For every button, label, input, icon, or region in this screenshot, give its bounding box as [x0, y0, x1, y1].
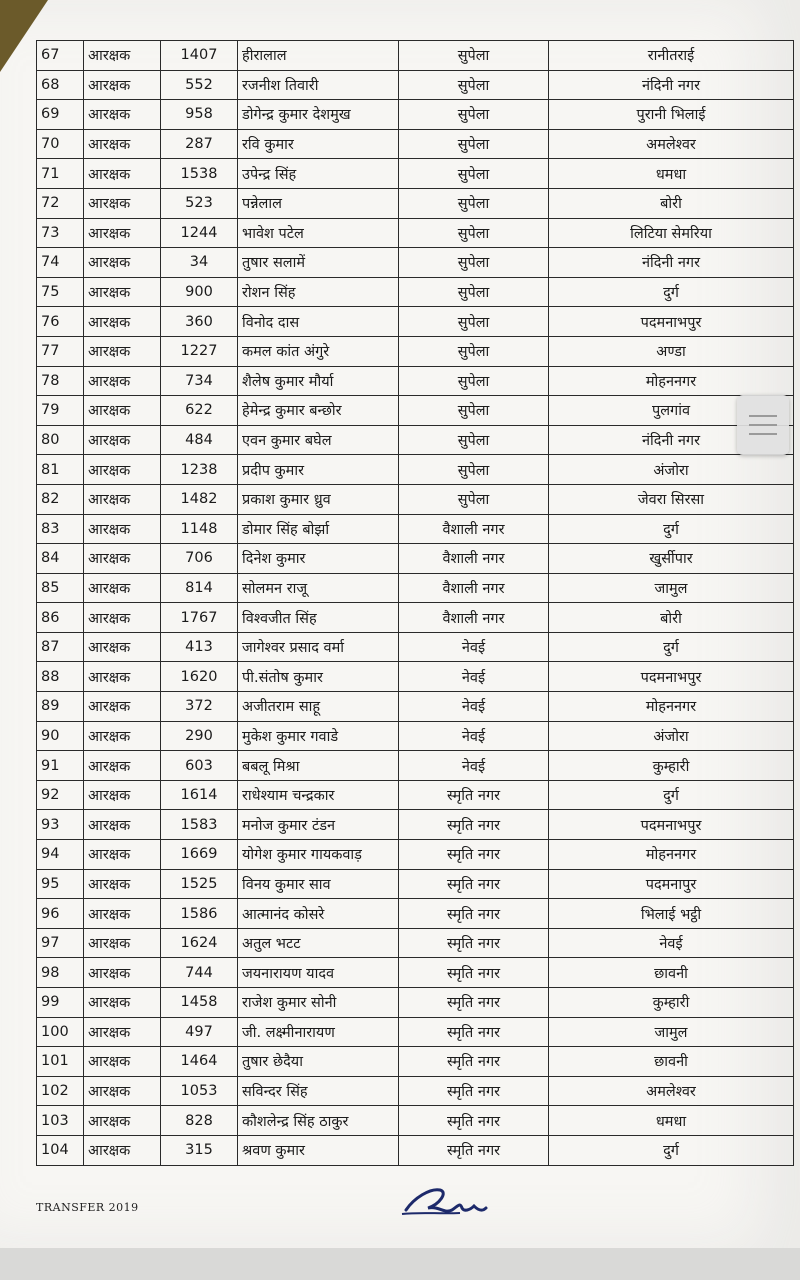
serial-number-cell: 77	[37, 336, 84, 366]
serial-number-cell: 67	[37, 41, 84, 71]
new-posting-cell: कुम्हारी	[549, 751, 794, 781]
rank-cell: आरक्षक	[84, 336, 161, 366]
new-posting-cell: जेवरा सिरसा	[549, 484, 794, 514]
rank-cell: आरक्षक	[84, 277, 161, 307]
employee-name-cell: योगेश कुमार गायकवाड़	[238, 840, 399, 870]
hamburger-icon-line	[749, 424, 777, 426]
table-row	[37, 1106, 794, 1136]
serial-number-cell: 98	[37, 958, 84, 988]
current-posting-cell: स्मृति नगर	[399, 810, 549, 840]
table-row	[37, 277, 794, 307]
rank-cell: आरक्षक	[84, 100, 161, 130]
table-row	[37, 396, 794, 426]
new-posting-cell: छावनी	[549, 1047, 794, 1077]
employee-name-cell: राजेश कुमार सोनी	[238, 988, 399, 1018]
badge-number-cell: 734	[161, 366, 238, 396]
new-posting-cell: मोहननगर	[549, 692, 794, 722]
current-posting-cell: सुपेला	[399, 396, 549, 426]
rank-cell: आरक्षक	[84, 188, 161, 218]
serial-number-cell: 76	[37, 307, 84, 337]
employee-name-cell: प्रकाश कुमार ध्रुव	[238, 484, 399, 514]
table-row	[37, 366, 794, 396]
serial-number-cell: 88	[37, 662, 84, 692]
new-posting-cell: पुलगांव	[549, 396, 794, 426]
badge-number-cell: 552	[161, 70, 238, 100]
new-posting-cell: पदमनाभपुर	[549, 307, 794, 337]
transfer-table	[36, 40, 794, 1166]
table-row	[37, 751, 794, 781]
rank-cell: आरक्षक	[84, 632, 161, 662]
rank-cell: आरक्षक	[84, 692, 161, 722]
current-posting-cell: वैशाली नगर	[399, 603, 549, 633]
rank-cell: आरक्षक	[84, 1135, 161, 1165]
serial-number-cell: 89	[37, 692, 84, 722]
serial-number-cell: 103	[37, 1106, 84, 1136]
employee-name-cell: विश्वजीत सिंह	[238, 603, 399, 633]
new-posting-cell: धमधा	[549, 1106, 794, 1136]
current-posting-cell: स्मृति नगर	[399, 1047, 549, 1077]
current-posting-cell: वैशाली नगर	[399, 573, 549, 603]
badge-number-cell: 1244	[161, 218, 238, 248]
serial-number-cell: 86	[37, 603, 84, 633]
rank-cell: आरक्षक	[84, 840, 161, 870]
new-posting-cell: बोरी	[549, 603, 794, 633]
badge-number-cell: 523	[161, 188, 238, 218]
serial-number-cell: 97	[37, 928, 84, 958]
new-posting-cell: रानीतराई	[549, 41, 794, 71]
new-posting-cell: नंदिनी नगर	[549, 425, 794, 455]
rank-cell: आरक्षक	[84, 751, 161, 781]
current-posting-cell: स्मृति नगर	[399, 780, 549, 810]
rank-cell: आरक्षक	[84, 1047, 161, 1077]
footer-label: TRANSFER 2019	[36, 1201, 139, 1214]
menu-hamburger-button[interactable]	[737, 395, 789, 455]
serial-number-cell: 93	[37, 810, 84, 840]
current-posting-cell: स्मृति नगर	[399, 869, 549, 899]
current-posting-cell: सुपेला	[399, 41, 549, 71]
current-posting-cell: सुपेला	[399, 188, 549, 218]
employee-name-cell: रवि कुमार	[238, 129, 399, 159]
badge-number-cell: 1525	[161, 869, 238, 899]
table-row	[37, 1135, 794, 1165]
signature-mark	[400, 1180, 490, 1224]
new-posting-cell: दुर्ग	[549, 1135, 794, 1165]
rank-cell: आरक्षक	[84, 544, 161, 574]
table-row	[37, 780, 794, 810]
employee-name-cell: डोगेन्द्र कुमार देशमुख	[238, 100, 399, 130]
new-posting-cell: अमलेश्वर	[549, 129, 794, 159]
employee-name-cell: हेमेन्द्र कुमार बन्छोर	[238, 396, 399, 426]
badge-number-cell: 315	[161, 1135, 238, 1165]
new-posting-cell: मोहननगर	[549, 366, 794, 396]
serial-number-cell: 69	[37, 100, 84, 130]
badge-number-cell: 1669	[161, 840, 238, 870]
table-row	[37, 336, 794, 366]
serial-number-cell: 100	[37, 1017, 84, 1047]
employee-name-cell: एवन कुमार बघेल	[238, 425, 399, 455]
employee-name-cell: बबलू मिश्रा	[238, 751, 399, 781]
employee-name-cell: जी. लक्ष्मीनारायण	[238, 1017, 399, 1047]
current-posting-cell: स्मृति नगर	[399, 958, 549, 988]
current-posting-cell: स्मृति नगर	[399, 928, 549, 958]
employee-name-cell: विनय कुमार साव	[238, 869, 399, 899]
current-posting-cell: स्मृति नगर	[399, 1135, 549, 1165]
table-row	[37, 188, 794, 218]
employee-name-cell: पी.संतोष कुमार	[238, 662, 399, 692]
serial-number-cell: 95	[37, 869, 84, 899]
badge-number-cell: 1238	[161, 455, 238, 485]
table-row	[37, 425, 794, 455]
employee-name-cell: पन्नेलाल	[238, 188, 399, 218]
badge-number-cell: 1538	[161, 159, 238, 189]
serial-number-cell: 85	[37, 573, 84, 603]
table-row	[37, 1017, 794, 1047]
table-row	[37, 307, 794, 337]
table-row	[37, 455, 794, 485]
table-row	[37, 100, 794, 130]
employee-name-cell: कौशलेन्द्र सिंह ठाकुर	[238, 1106, 399, 1136]
rank-cell: आरक्षक	[84, 928, 161, 958]
serial-number-cell: 72	[37, 188, 84, 218]
rank-cell: आरक्षक	[84, 721, 161, 751]
new-posting-cell: दुर्ग	[549, 277, 794, 307]
new-posting-cell: खुर्सीपार	[549, 544, 794, 574]
rank-cell: आरक्षक	[84, 573, 161, 603]
table-row	[37, 41, 794, 71]
employee-name-cell: श्रवण कुमार	[238, 1135, 399, 1165]
new-posting-cell: पदमनाभपुर	[549, 810, 794, 840]
current-posting-cell: वैशाली नगर	[399, 514, 549, 544]
new-posting-cell: पदमनाभपुर	[549, 662, 794, 692]
rank-cell: आरक्षक	[84, 70, 161, 100]
employee-name-cell: हीरालाल	[238, 41, 399, 71]
table-row	[37, 484, 794, 514]
employee-name-cell: भावेश पटेल	[238, 218, 399, 248]
badge-number-cell: 1482	[161, 484, 238, 514]
rank-cell: आरक्षक	[84, 899, 161, 929]
badge-number-cell: 34	[161, 248, 238, 278]
badge-number-cell: 1464	[161, 1047, 238, 1077]
employee-name-cell: अतुल भटट	[238, 928, 399, 958]
new-posting-cell: लिटिया सेमरिया	[549, 218, 794, 248]
current-posting-cell: सुपेला	[399, 484, 549, 514]
table-row	[37, 899, 794, 929]
employee-name-cell: आत्मानंद कोसरे	[238, 899, 399, 929]
employee-name-cell: अजीतराम साहू	[238, 692, 399, 722]
rank-cell: आरक्षक	[84, 455, 161, 485]
serial-number-cell: 79	[37, 396, 84, 426]
new-posting-cell: दुर्ग	[549, 780, 794, 810]
new-posting-cell: नेवई	[549, 928, 794, 958]
employee-name-cell: तुषार छेदैया	[238, 1047, 399, 1077]
current-posting-cell: नेवई	[399, 751, 549, 781]
badge-number-cell: 484	[161, 425, 238, 455]
serial-number-cell: 73	[37, 218, 84, 248]
rank-cell: आरक्षक	[84, 662, 161, 692]
serial-number-cell: 90	[37, 721, 84, 751]
employee-name-cell: मुकेश कुमार गवाडे	[238, 721, 399, 751]
badge-number-cell: 603	[161, 751, 238, 781]
badge-number-cell: 1767	[161, 603, 238, 633]
rank-cell: आरक्षक	[84, 425, 161, 455]
current-posting-cell: सुपेला	[399, 70, 549, 100]
current-posting-cell: नेवई	[399, 632, 549, 662]
badge-number-cell: 1227	[161, 336, 238, 366]
current-posting-cell: वैशाली नगर	[399, 544, 549, 574]
employee-name-cell: जयनारायण यादव	[238, 958, 399, 988]
current-posting-cell: नेवई	[399, 662, 549, 692]
employee-name-cell: उपेन्द्र सिंह	[238, 159, 399, 189]
current-posting-cell: सुपेला	[399, 159, 549, 189]
badge-number-cell: 706	[161, 544, 238, 574]
badge-number-cell: 1624	[161, 928, 238, 958]
table-row	[37, 988, 794, 1018]
serial-number-cell: 104	[37, 1135, 84, 1165]
serial-number-cell: 75	[37, 277, 84, 307]
table-row	[37, 1047, 794, 1077]
current-posting-cell: स्मृति नगर	[399, 1106, 549, 1136]
serial-number-cell: 91	[37, 751, 84, 781]
badge-number-cell: 1458	[161, 988, 238, 1018]
badge-number-cell: 958	[161, 100, 238, 130]
employee-name-cell: विनोद दास	[238, 307, 399, 337]
current-posting-cell: नेवई	[399, 692, 549, 722]
rank-cell: आरक्षक	[84, 514, 161, 544]
new-posting-cell: धमधा	[549, 159, 794, 189]
badge-number-cell: 814	[161, 573, 238, 603]
table-row	[37, 70, 794, 100]
table-row	[37, 159, 794, 189]
badge-number-cell: 360	[161, 307, 238, 337]
serial-number-cell: 78	[37, 366, 84, 396]
current-posting-cell: स्मृति नगर	[399, 899, 549, 929]
employee-name-cell: डोमार सिंह बोर्झा	[238, 514, 399, 544]
table-row	[37, 514, 794, 544]
employee-name-cell: कमल कांत अंगुरे	[238, 336, 399, 366]
table-row	[37, 248, 794, 278]
serial-number-cell: 68	[37, 70, 84, 100]
badge-number-cell: 744	[161, 958, 238, 988]
bottom-bar	[0, 1248, 800, 1280]
serial-number-cell: 92	[37, 780, 84, 810]
serial-number-cell: 82	[37, 484, 84, 514]
new-posting-cell: कुम्हारी	[549, 988, 794, 1018]
serial-number-cell: 70	[37, 129, 84, 159]
serial-number-cell: 74	[37, 248, 84, 278]
current-posting-cell: सुपेला	[399, 100, 549, 130]
badge-number-cell: 1614	[161, 780, 238, 810]
transfer-table-body	[37, 41, 794, 1166]
rank-cell: आरक्षक	[84, 248, 161, 278]
serial-number-cell: 81	[37, 455, 84, 485]
new-posting-cell: भिलाई भट्ठी	[549, 899, 794, 929]
employee-name-cell: रोशन सिंह	[238, 277, 399, 307]
table-row	[37, 869, 794, 899]
new-posting-cell: दुर्ग	[549, 514, 794, 544]
table-row	[37, 958, 794, 988]
table-row	[37, 810, 794, 840]
badge-number-cell: 1148	[161, 514, 238, 544]
table-row	[37, 928, 794, 958]
table-row	[37, 721, 794, 751]
table-row	[37, 1076, 794, 1106]
badge-number-cell: 1583	[161, 810, 238, 840]
rank-cell: आरक्षक	[84, 603, 161, 633]
employee-name-cell: तुषार सलामें	[238, 248, 399, 278]
current-posting-cell: सुपेला	[399, 307, 549, 337]
rank-cell: आरक्षक	[84, 129, 161, 159]
rank-cell: आरक्षक	[84, 869, 161, 899]
new-posting-cell: नंदिनी नगर	[549, 70, 794, 100]
rank-cell: आरक्षक	[84, 780, 161, 810]
new-posting-cell: जामुल	[549, 573, 794, 603]
rank-cell: आरक्षक	[84, 484, 161, 514]
current-posting-cell: स्मृति नगर	[399, 988, 549, 1018]
table-row	[37, 603, 794, 633]
serial-number-cell: 96	[37, 899, 84, 929]
rank-cell: आरक्षक	[84, 1017, 161, 1047]
rank-cell: आरक्षक	[84, 988, 161, 1018]
employee-name-cell: राधेश्याम चन्द्रकार	[238, 780, 399, 810]
serial-number-cell: 83	[37, 514, 84, 544]
table-row	[37, 573, 794, 603]
badge-number-cell: 1407	[161, 41, 238, 71]
rank-cell: आरक्षक	[84, 41, 161, 71]
rank-cell: आरक्षक	[84, 958, 161, 988]
serial-number-cell: 84	[37, 544, 84, 574]
table-row	[37, 632, 794, 662]
serial-number-cell: 80	[37, 425, 84, 455]
badge-number-cell: 1586	[161, 899, 238, 929]
employee-name-cell: शैलेष कुमार मौर्या	[238, 366, 399, 396]
badge-number-cell: 287	[161, 129, 238, 159]
new-posting-cell: अमलेश्वर	[549, 1076, 794, 1106]
current-posting-cell: नेवई	[399, 721, 549, 751]
badge-number-cell: 1620	[161, 662, 238, 692]
new-posting-cell: अंजोरा	[549, 721, 794, 751]
rank-cell: आरक्षक	[84, 1076, 161, 1106]
table-row	[37, 129, 794, 159]
current-posting-cell: स्मृति नगर	[399, 1076, 549, 1106]
new-posting-cell: पुरानी भिलाई	[549, 100, 794, 130]
serial-number-cell: 87	[37, 632, 84, 662]
current-posting-cell: सुपेला	[399, 366, 549, 396]
rank-cell: आरक्षक	[84, 159, 161, 189]
rank-cell: आरक्षक	[84, 218, 161, 248]
current-posting-cell: सुपेला	[399, 336, 549, 366]
serial-number-cell: 101	[37, 1047, 84, 1077]
employee-name-cell: सोलमन राजू	[238, 573, 399, 603]
table-row	[37, 218, 794, 248]
new-posting-cell: छावनी	[549, 958, 794, 988]
employee-name-cell: जागेश्वर प्रसाद वर्मा	[238, 632, 399, 662]
badge-number-cell: 290	[161, 721, 238, 751]
serial-number-cell: 102	[37, 1076, 84, 1106]
new-posting-cell: बोरी	[549, 188, 794, 218]
employee-name-cell: रजनीश तिवारी	[238, 70, 399, 100]
current-posting-cell: सुपेला	[399, 425, 549, 455]
new-posting-cell: दुर्ग	[549, 632, 794, 662]
badge-number-cell: 372	[161, 692, 238, 722]
table-row	[37, 544, 794, 574]
new-posting-cell: अंजोरा	[549, 455, 794, 485]
badge-number-cell: 497	[161, 1017, 238, 1047]
badge-number-cell: 413	[161, 632, 238, 662]
current-posting-cell: स्मृति नगर	[399, 1017, 549, 1047]
rank-cell: आरक्षक	[84, 1106, 161, 1136]
employee-name-cell: दिनेश कुमार	[238, 544, 399, 574]
new-posting-cell: मोहननगर	[549, 840, 794, 870]
rank-cell: आरक्षक	[84, 810, 161, 840]
table-row	[37, 840, 794, 870]
employee-name-cell: सविन्दर सिंह	[238, 1076, 399, 1106]
serial-number-cell: 99	[37, 988, 84, 1018]
current-posting-cell: सुपेला	[399, 455, 549, 485]
rank-cell: आरक्षक	[84, 366, 161, 396]
table-row	[37, 662, 794, 692]
current-posting-cell: सुपेला	[399, 248, 549, 278]
current-posting-cell: सुपेला	[399, 277, 549, 307]
new-posting-cell: पदमनापुर	[549, 869, 794, 899]
badge-number-cell: 1053	[161, 1076, 238, 1106]
new-posting-cell: अण्डा	[549, 336, 794, 366]
hamburger-icon-line	[749, 415, 777, 417]
employee-name-cell: प्रदीप कुमार	[238, 455, 399, 485]
badge-number-cell: 622	[161, 396, 238, 426]
current-posting-cell: सुपेला	[399, 218, 549, 248]
rank-cell: आरक्षक	[84, 396, 161, 426]
new-posting-cell: जामुल	[549, 1017, 794, 1047]
current-posting-cell: सुपेला	[399, 129, 549, 159]
badge-number-cell: 828	[161, 1106, 238, 1136]
serial-number-cell: 94	[37, 840, 84, 870]
table-row	[37, 692, 794, 722]
badge-number-cell: 900	[161, 277, 238, 307]
current-posting-cell: स्मृति नगर	[399, 840, 549, 870]
serial-number-cell: 71	[37, 159, 84, 189]
hamburger-icon-line	[749, 433, 777, 435]
employee-name-cell: मनोज कुमार टंडन	[238, 810, 399, 840]
rank-cell: आरक्षक	[84, 307, 161, 337]
new-posting-cell: नंदिनी नगर	[549, 248, 794, 278]
